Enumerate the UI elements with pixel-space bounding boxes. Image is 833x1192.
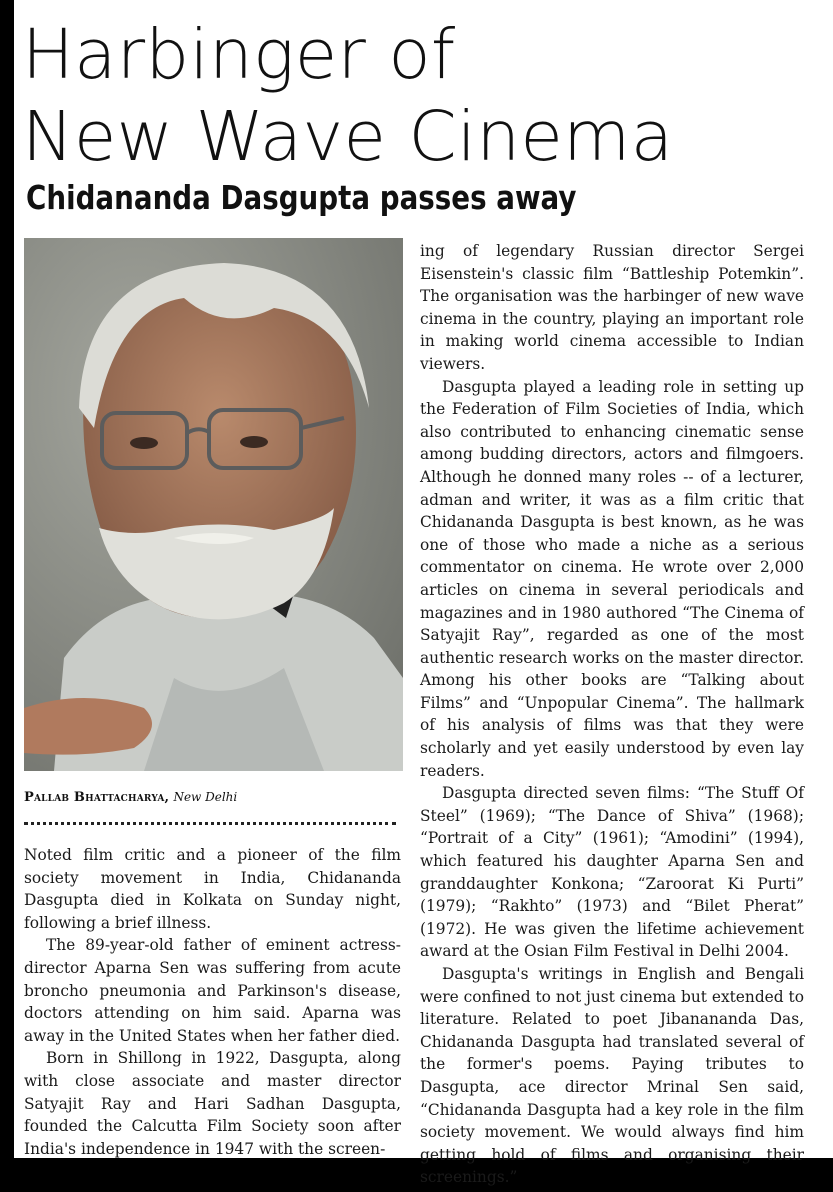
paragraph: Dasgupta's writings in English and Bengali were confined to not just cinema but extended to literature. Related to poet Jibanananda Das, Chidananda Dasgupta had translated several of the former's poems. Paying tributes to Dasgupta, ace director Mrinal Sen said, “Chidananda Dasgupta had a key role in the film society movement. We would always find him getting hold of films and organising their screenings.” (420, 965, 804, 1187)
paragraph: Born in Shillong in 1922, Dasgupta, along with close associate and master director Satyajit Ray and Hari Sadhan Dasgupta, founded the Calcutta Film Society soon after India's independence in 1947 with the screen- (24, 1049, 401, 1158)
author-name: Pallab Bhattacharya, (24, 790, 170, 805)
headline-line-1: Harbinger of (22, 15, 456, 95)
byline (24, 790, 404, 805)
hand (24, 698, 152, 755)
paragraph: ing of legendary Russian director Sergei Eisenstein's classic film “Battleship Potemkin”. The organisation was the harbinger of new wave cinema in the country, playing an important role in making world cinema accessible to Indian viewers. (420, 242, 804, 373)
headline (22, 14, 822, 178)
portrait-photo (24, 238, 403, 771)
eye-right (240, 436, 268, 448)
article-column-left (24, 844, 401, 1160)
dateline: New Delhi (173, 790, 238, 804)
paragraph: Dasgupta played a leading role in setting up the Federation of Film Societies of India, which also contributed to enhancing cinematic sense among budding directors, actors and filmgoers. Although he donned many roles -- of a lecturer, adman and writer, it was as a film critic that Chidananda Dasgupta is best known, as he was one of those who made a niche as a serious commentator on cinema. He wrote over 2,000 articles on cinema in several periodicals and magazines and in 1980 authored “The Cinema of Satyajit Ray”, regarded as one of the most authentic research works on the master director. Among his other books are “Talking about Films” and “Unpopular Cinema”. The hallmark of his analysis of films was that they were scholarly and yet easily understood by even lay readers. (420, 377, 804, 780)
portrait-illustration (24, 238, 403, 771)
paragraph: Noted film critic and a pioneer of the film society movement in India, Chidananda Dasgupta died in Kolkata on Sunday night, following a brief illness. (24, 846, 401, 932)
article-column-right (420, 240, 804, 1189)
eye-left (130, 437, 158, 449)
newspaper-clipping (14, 0, 833, 1187)
subheadline: Chidananda Dasgupta passes away (26, 178, 577, 217)
dotted-divider (24, 822, 396, 825)
paragraph: The 89-year-old father of eminent actress-director Aparna Sen was suffering from acute broncho pneumonia and Parkinson's disease, doctors attending on him said. Aparna was away in the United States when her father died. (24, 936, 401, 1045)
paragraph: Dasgupta directed seven films: “The Stuff Of Steel” (1969); “The Dance of Shiva” (1968); “Portrait of a City” (1961); “Amodini” (1994), which featured his daughter Aparna Sen and granddaughter Konkona; “Zaroorat Ki Purti” (1979); “Rakhto” (1973) and “Bilet Pherat” (1972). He was given the lifetime achievement award at the Osian Film Festival in Delhi 2004. (420, 784, 804, 961)
headline-line-2: New Wave Cinema (22, 97, 674, 177)
